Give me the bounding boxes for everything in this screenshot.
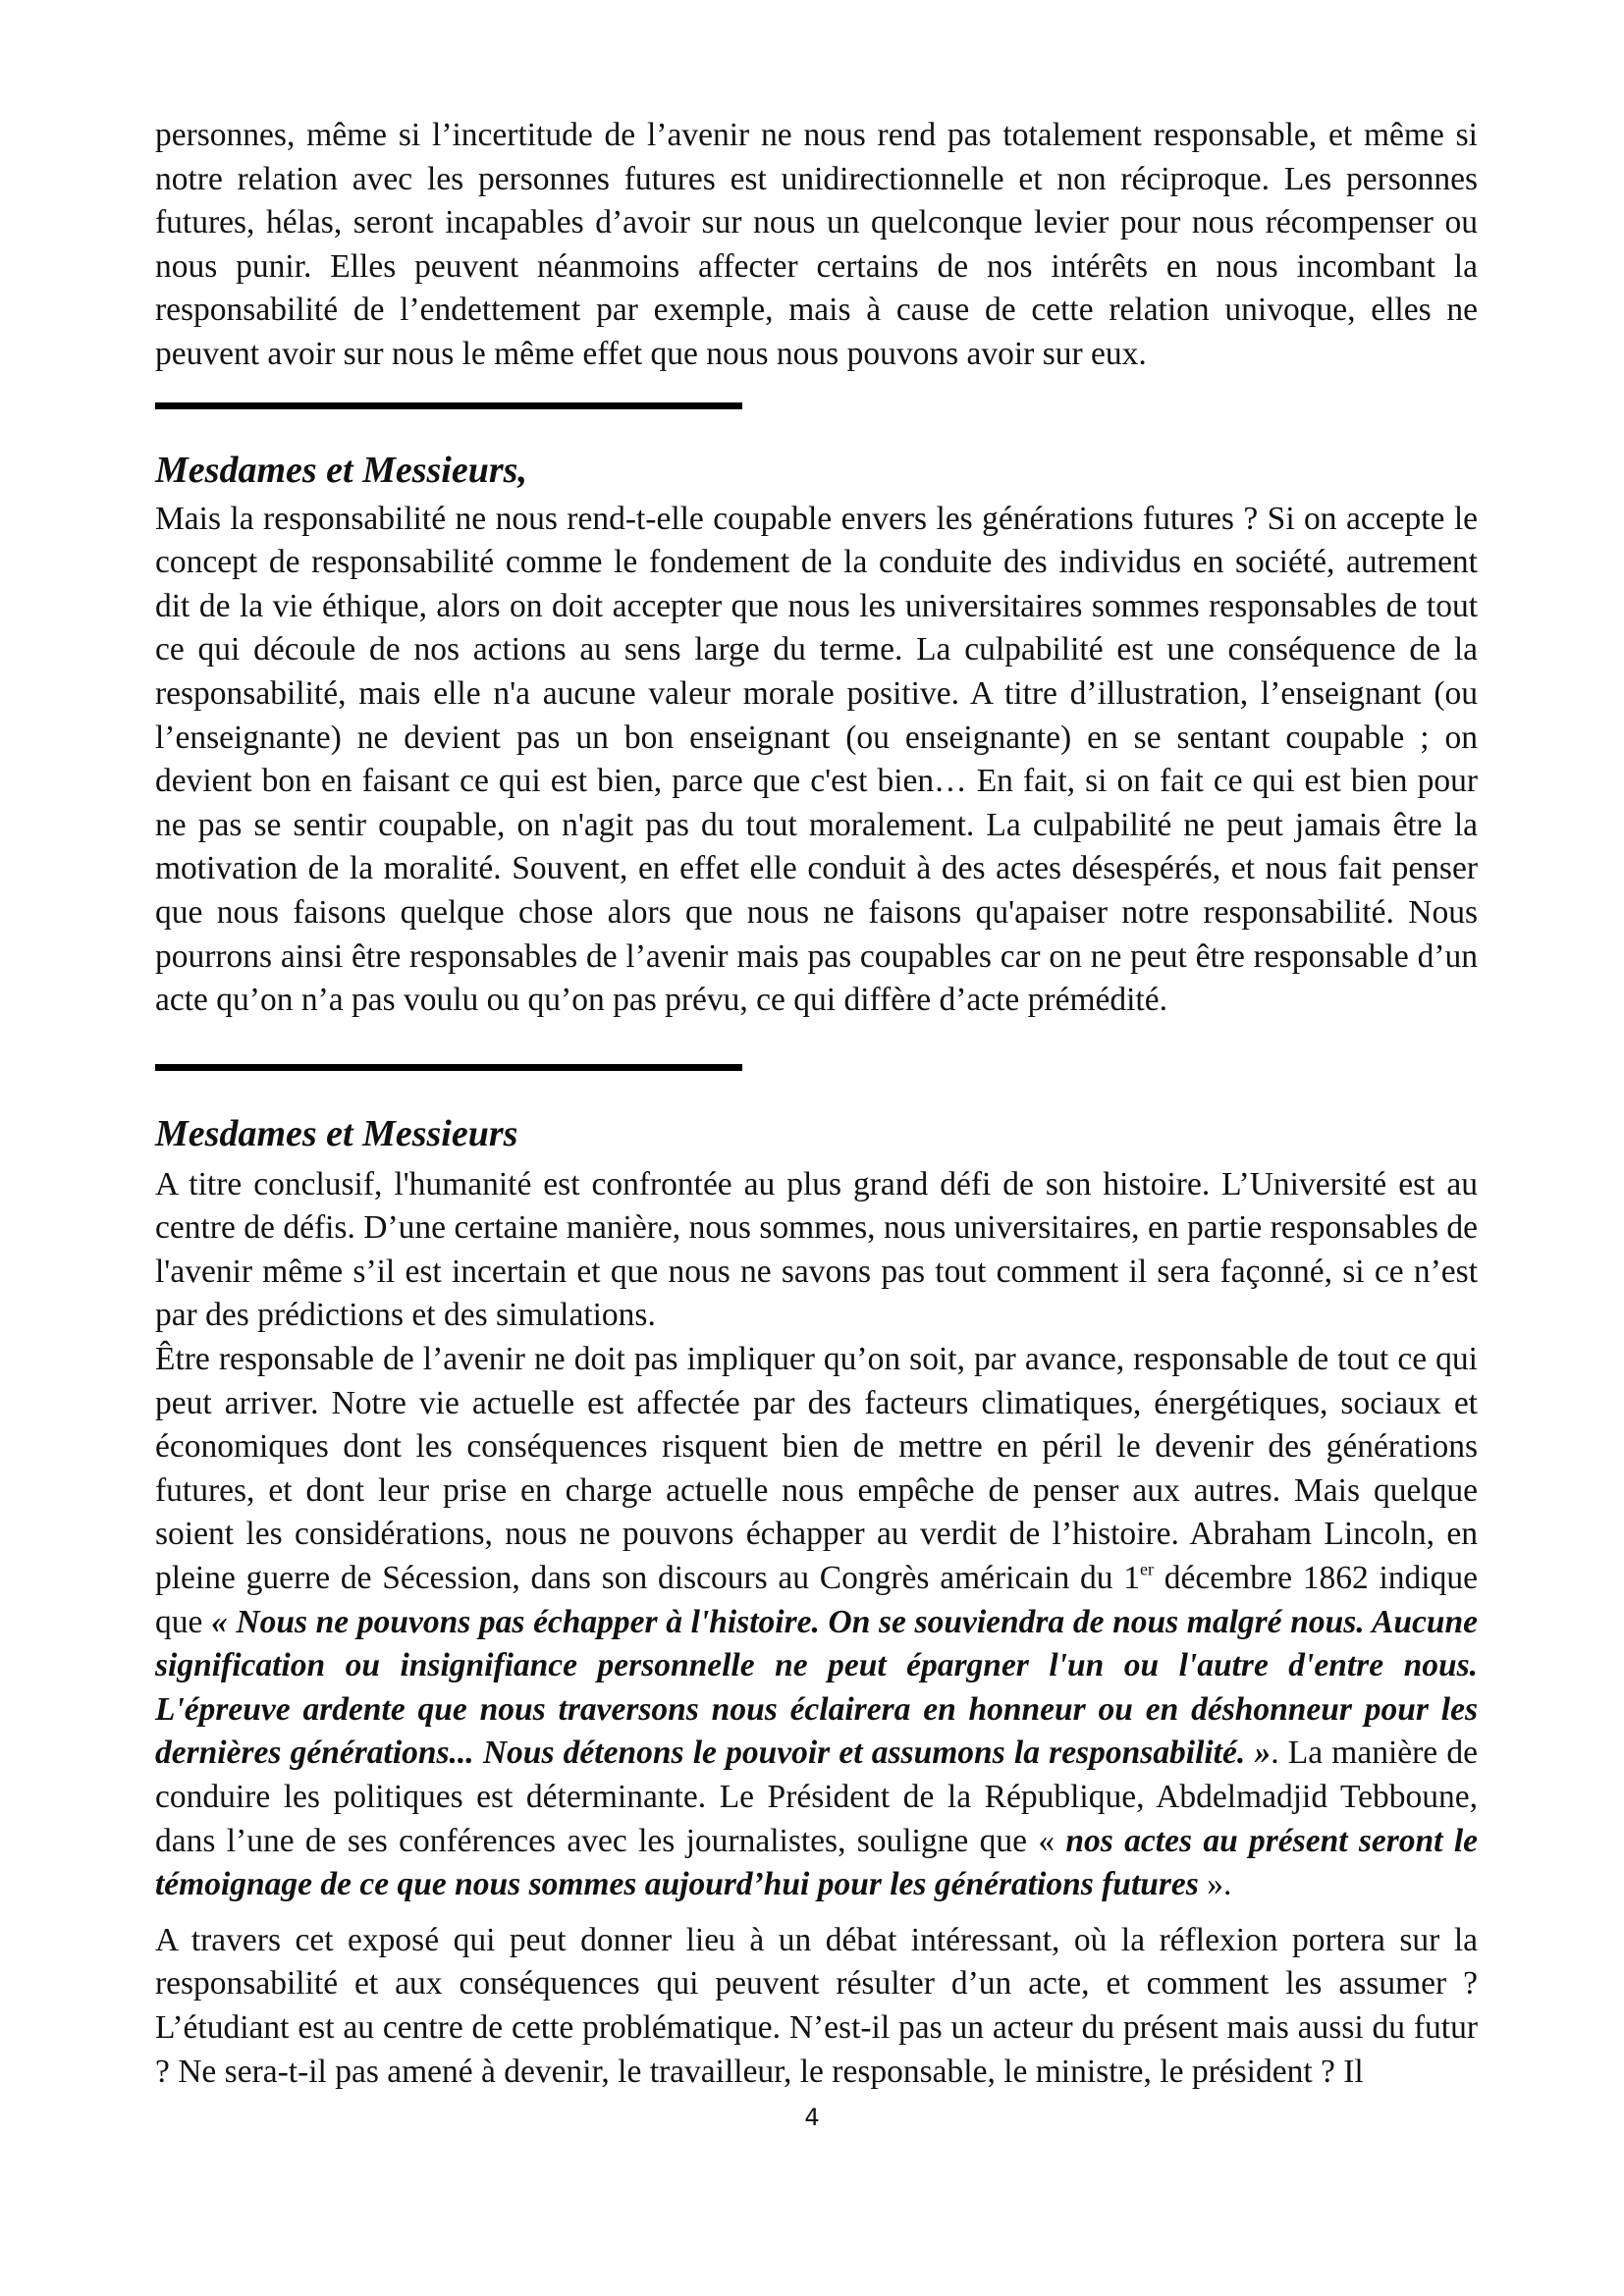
body-paragraph — [155, 1338, 1478, 1907]
lincoln-quote: « Nous ne pouvons pas échapper à l'histoire. On se souviendra de nous malgré nous. Aucune signification ou insignifiance personnelle ne peut épargner l'un ou l'autre d'entre nous. L'épreuve ardente que nous traversons nous éclairera en honneur ou en déshonneur pour les dernières générations... Nous détenons le pouvoir et assumons la responsabilité. » — [155, 1603, 1478, 1772]
section-heading: Mesdames et Messieurs, — [155, 449, 527, 491]
intro-paragraph: personnes, même si l’incertitude de l’avenir ne nous rend pas totalement responsable, et même si notre relation avec les personnes futures est unidirectionnelle et non réciproque. Les personnes futures, hélas, seront incapables d’avoir sur nous un quelconque levier pour nous récompenser ou nous punir. Elles peuvent néanmoins affecter certains de nos intérêts en nous incombant la responsabilité de l’endettement par exemple, mais à cause de cette relation univoque, elles ne peuvent avoir sur nous le même effet que nous nous pouvons avoir sur eux. — [155, 117, 1478, 372]
section-divider — [155, 1064, 742, 1071]
paragraph-text: Être responsable de l’avenir ne doit pas impliquer qu’on soit, par avance, responsable de tout ce qui peut arriver. Notre vie actuelle est affectée par des facteurs climatiques, énergétiques, sociaux et économiques dont les conséquences risquent bien de mettre en péril le devenir des générations futures, et dont leur prise en charge actuelle nous empêche de penser aux autres. Mais quelque soient les considérations, nous ne pouvons échapper au verdit de l’histoire. Abraham Lincoln, en pleine guerre de Sécession, dans son discours au Congrès américain du 1 — [155, 1341, 1478, 1597]
body-paragraph: A travers cet exposé qui peut donner lieu à un débat intéressant, où la réflexion portera sur la responsabilité et aux conséquences qui peuvent résulter d’un acte, et comment les assumer ? L’étudiant est au centre de cette problématique. N’est-il pas un acteur du présent mais aussi du futur ? Ne sera-t-il pas amené à devenir, le travailleur, le responsable, le ministre, le président ? Il — [155, 1921, 1478, 2090]
president-quote: nos actes au présent seront le témoignage de ce que nous sommes aujourd’hui pour les générations futures — [155, 1822, 1478, 1903]
section-heading: Mesdames et Messieurs — [155, 1112, 518, 1154]
section-divider — [155, 402, 742, 409]
paragraph-text: ». — [1198, 1866, 1232, 1903]
body-paragraph: A titre conclusif, l'humanité est confrontée au plus grand défi de son histoire. L’Université est au centre de défis. D’une certaine manière, nous sommes, nous universitaires, en partie responsables de l'avenir même s’il est incertain et que nous ne savons pas tout comment il sera façonné, si ce n’est par des prédictions et des simulations. — [155, 1165, 1478, 1334]
paragraph-text: . La manière de conduire les politiques est déterminante. Le Président de la République, Abdelmadjid Tebboune, dans l’une de ses conférences avec les journalistes, souligne que « — [155, 1735, 1478, 1859]
paragraph-text: décembre 1862 indique que — [155, 1560, 1478, 1640]
body-paragraph: Mais la responsabilité ne nous rend-t-elle coupable envers les générations futures ? Si on accepte le concept de responsabilité comme le fondement de la conduite des individus en société, autrement dit de la vie éthique, alors on doit accepter que nous les universitaires sommes responsables de tout ce qui découle de nos actions au sens large du terme. La culpabilité est une conséquence de la responsabilité, mais elle n'a aucune valeur morale positive. A titre d’illustration, l’enseignant (ou l’enseignante) ne devient pas un bon enseignant (ou enseignante) en se sentant coupable ; on devient bon en faisant ce qui est bien, parce que c'est bien… En fait, si on fait ce qui est bien pour ne pas se sentir coupable, on n'agit pas du tout moralement. La culpabilité ne peut jamais être la motivation de la moralité. Souvent, en effet elle conduit à des actes désespérés, et nous fait penser que nous faisons quelque chose alors que nous ne faisons qu'apaiser notre responsabilité. Nous pourrons ainsi être responsables de l’avenir mais pas coupables car on ne peut être responsable d’un acte qu’on n’a pas voulu ou qu’on pas prévu, ce qui diffère d’acte prémédité. — [155, 500, 1478, 1019]
ordinal-superscript: er — [1140, 1559, 1155, 1579]
page-number: 4 — [804, 2104, 820, 2131]
document-page — [155, 114, 1478, 2094]
